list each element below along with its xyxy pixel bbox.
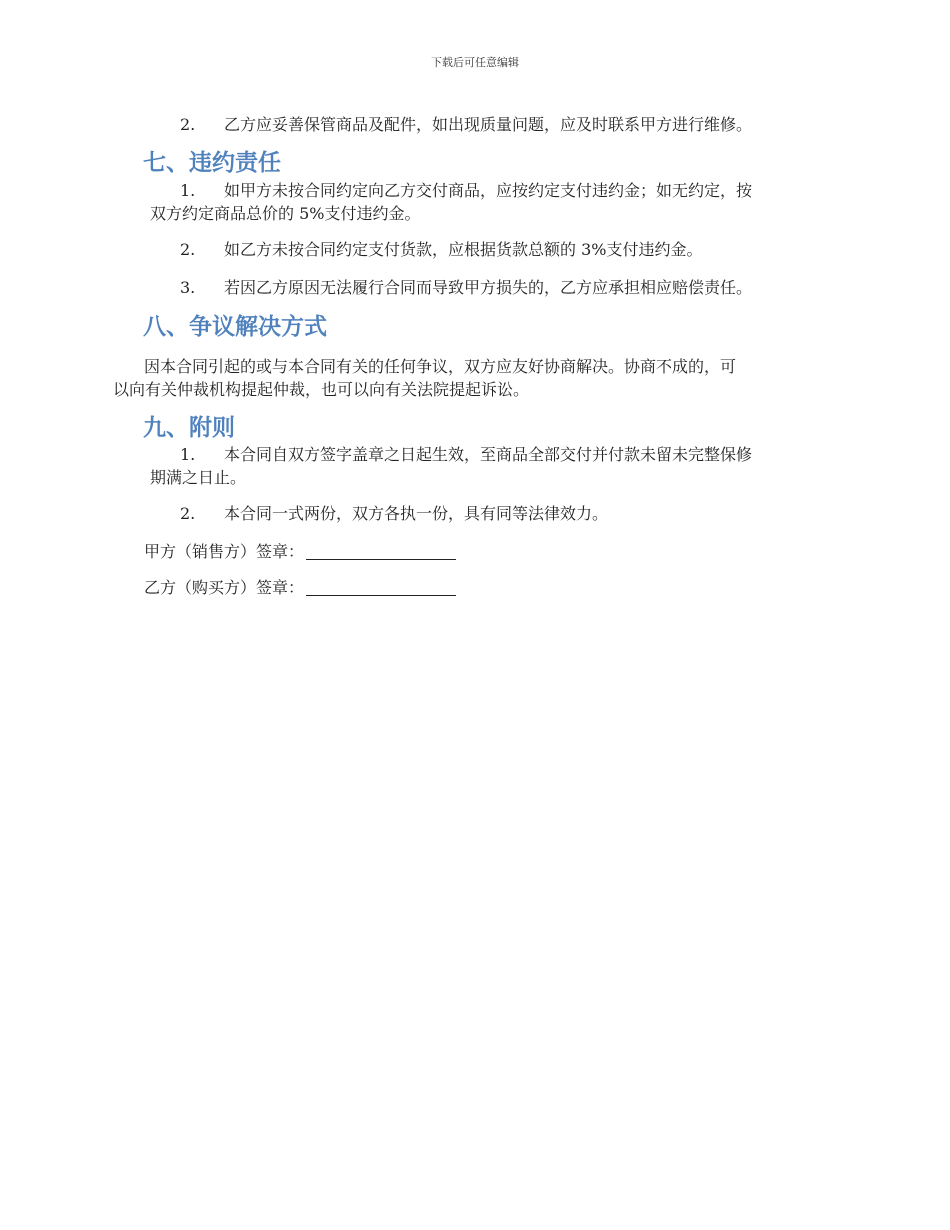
section9-item2-text: 本合同一式两份，双方各执一份，具有同等法律效力。: [224, 504, 609, 523]
section6-item2-number: 2.: [180, 115, 196, 134]
section9-item1-text-line1: 本合同自双方签字盖章之日起生效，至商品全部交付并付款未留未完整保修: [224, 445, 753, 464]
section7-item1-number: 1.: [180, 181, 196, 200]
section6-item2-text: 乙方应妥善保管商品及配件，如出现质量问题，应及时联系甲方进行维修。: [224, 115, 753, 134]
section7-item1-text-line2: 双方约定商品总价的 5%支付违约金。: [150, 204, 421, 223]
section8-paragraph-line1: 因本合同引起的或与本合同有关的任何争议，双方应友好协商解决。协商不成的，可: [144, 357, 737, 376]
section7-item1-text-line1: 如甲方未按合同约定向乙方交付商品，应按约定支付违约金；如无约定，按: [224, 181, 753, 200]
signature-party-a: [144, 541, 456, 563]
section9-item1-number: 1.: [180, 445, 196, 464]
section7-item3-number: 3.: [180, 278, 196, 297]
section8-heading: 八、争议解决方式: [143, 314, 327, 340]
section9-item2-number: 2.: [180, 504, 196, 523]
section7-item2-text: 如乙方未按合同约定支付货款，应根据货款总额的 3%支付违约金。: [224, 240, 703, 259]
signature-party-b-line: [306, 579, 456, 596]
section7-item2-number: 2.: [180, 240, 196, 259]
signature-party-a-line: [306, 543, 456, 560]
signature-party-a-label: 甲方（销售方）签章：: [144, 542, 305, 561]
section7-heading: 七、违约责任: [143, 150, 281, 176]
section9-item1-text-line2: 期满之日止。: [150, 468, 247, 487]
section8-paragraph-line2: 以向有关仲裁机构提起仲裁，也可以向有关法院提起诉讼。: [113, 380, 530, 399]
section7-item3-text: 若因乙方原因无法履行合同而导致甲方损失的，乙方应承担相应赔偿责任。: [224, 278, 753, 297]
signature-party-b-label: 乙方（购买方）签章：: [144, 578, 305, 597]
signature-party-b: [144, 577, 456, 599]
header-note: 下载后可任意编辑: [431, 56, 519, 69]
section9-heading: 九、附则: [143, 415, 235, 441]
